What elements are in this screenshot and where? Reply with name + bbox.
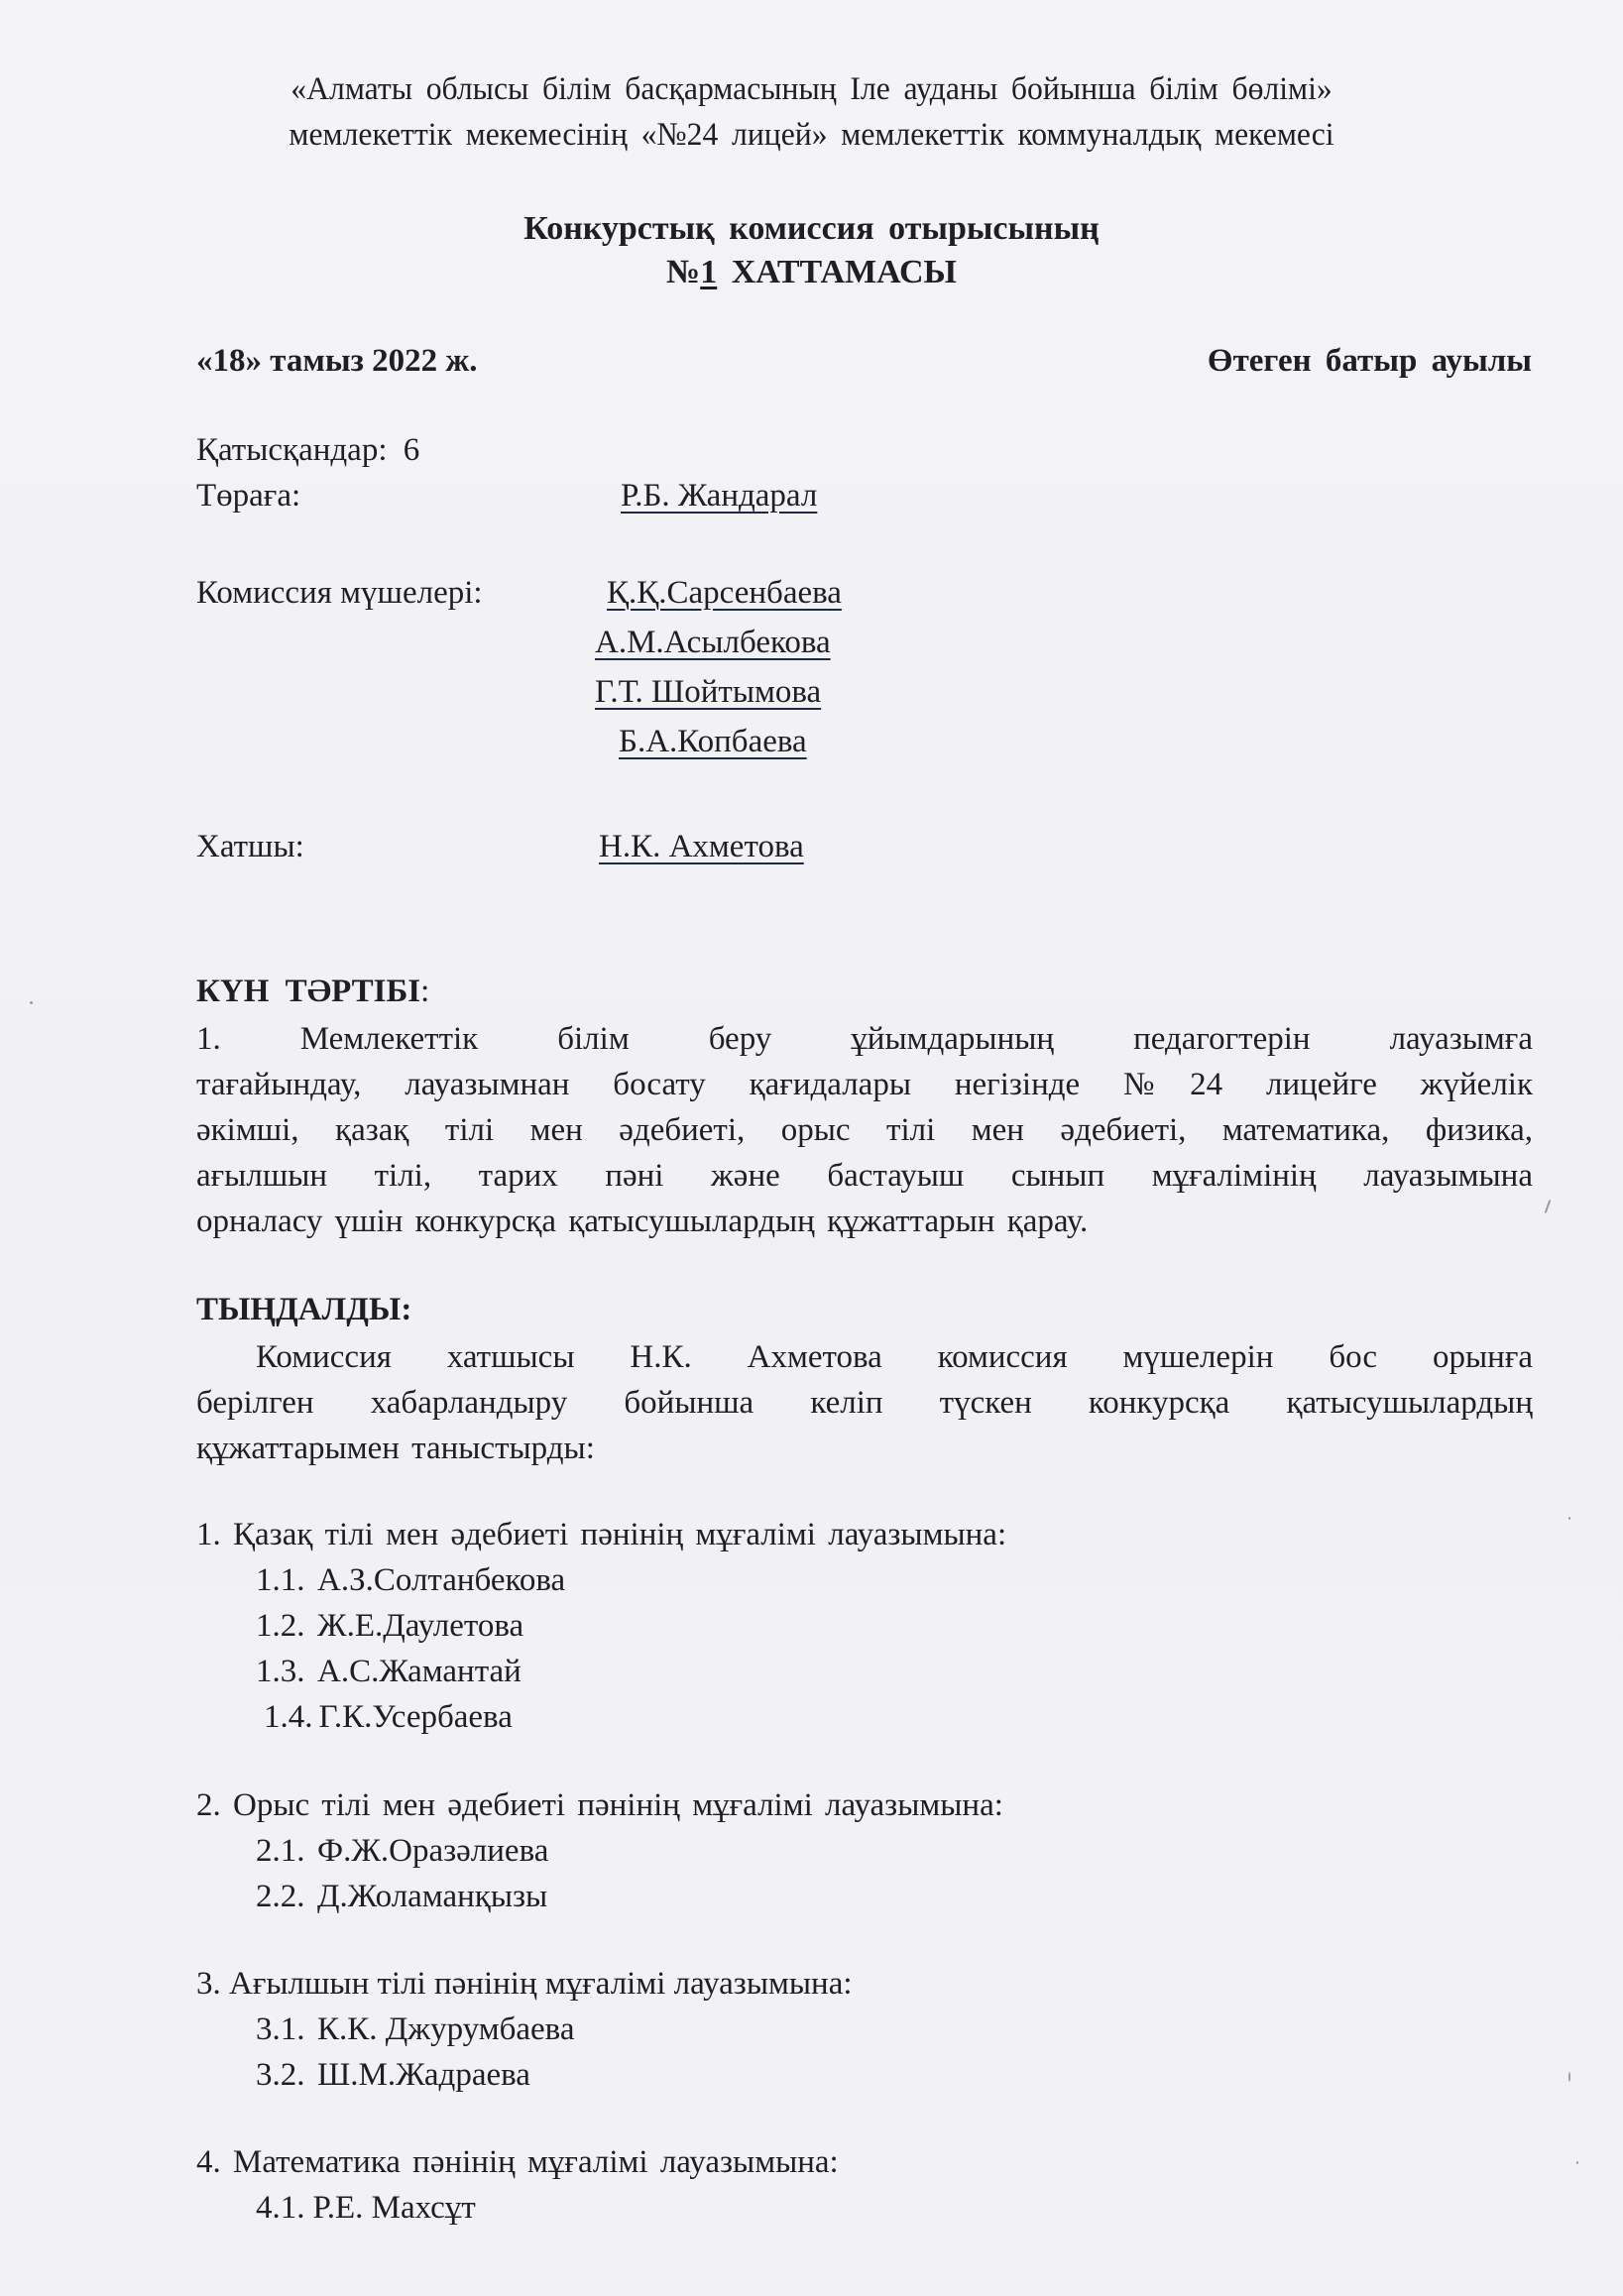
members-label: Комиссия мүшелері: <box>196 575 483 611</box>
header-line-2: мемлекеттік мекемесінің «№24 лицей» мемлекеттік коммуналдық мекемесі <box>289 117 1334 153</box>
header-line-1: «Алматы облысы білім басқармасының Іле ауданы бойынша білім бөлімі» <box>290 71 1333 107</box>
position-title: 2. Орыс тілі мен әдебиеті пәнінің мұғалімі лауазымына: <box>196 1787 1003 1823</box>
candidate-number: 3.2. <box>256 2057 305 2093</box>
candidate-item <box>256 1562 565 1599</box>
protocol-number-prefix: № <box>666 254 701 290</box>
meeting-place: Өтеген батыр ауылы <box>1207 343 1532 379</box>
candidate-number: 1.4. <box>264 1699 313 1735</box>
candidate-number: 2.1. <box>256 1833 305 1869</box>
secretary-name: Н.К. Ахметова <box>599 829 804 864</box>
protocol-number: 1 <box>700 254 718 290</box>
document-title-line-2 <box>0 254 1623 291</box>
agenda-line: әкімші, қазақ тілі мен әдебиеті, орыс тілі мен әдебиеті, математика, физика, <box>196 1112 1533 1148</box>
document-title-line-1: Конкурстық комиссия отырысының <box>523 210 1100 247</box>
candidate-name: Г.К.Усербаева <box>318 1699 513 1735</box>
agenda-heading <box>196 974 429 1010</box>
agenda-line: ағылшын тілі, тарих пәні және бастауыш сынып мұғалімінің лауазымына <box>196 1158 1533 1194</box>
candidate-item <box>264 1699 513 1736</box>
candidate-item <box>256 1879 547 1915</box>
chair-name: Р.Б. Жандарал <box>621 478 818 514</box>
scan-speck <box>1576 2161 1578 2164</box>
member-name: А.М.Асылбекова <box>595 625 831 660</box>
candidate-number: 2.2. <box>256 1879 305 1914</box>
position-title: 3. Ағылшын тілі пәнінің мұғалімі лауазымына: <box>196 1966 853 2002</box>
chair-label: Төраға: <box>196 478 301 514</box>
candidate-number: 1.3. <box>256 1654 305 1689</box>
candidate-item <box>256 1833 548 1870</box>
candidate-name: Ф.Ж.Оразәлиева <box>317 1833 549 1869</box>
meeting-date: «18» тамыз 2022 ж. <box>196 343 478 379</box>
listened-line: берілген хабарландыру бойынша келіп түскен конкурсқа қатысушылардың <box>196 1385 1533 1421</box>
candidate-item <box>256 1608 523 1645</box>
member-name: Б.А.Копбаева <box>619 724 807 759</box>
candidate-name: К.К. Джурумбаева <box>317 2011 575 2047</box>
member-name: Қ.Қ.Сарсенбаева <box>607 575 842 611</box>
scan-speck <box>1568 1517 1570 1520</box>
candidate-item <box>256 2057 530 2094</box>
candidate-name: А.З.Солтанбекова <box>317 1562 566 1598</box>
candidate-number: 4.1. <box>256 2190 305 2226</box>
protocol-title: ХАТТАМАСЫ <box>717 254 957 290</box>
candidate-number: 3.1. <box>256 2011 305 2047</box>
scan-speck <box>1568 2072 1570 2082</box>
listened-line: Комиссия хатшысы Н.К. Ахметова комиссия мүшелерін бос орынға <box>256 1339 1533 1375</box>
candidate-item <box>256 2011 574 2048</box>
position-title: 1. Қазақ тілі мен әдебиеті пәнінің мұғалімі лауазымына: <box>196 1517 1007 1552</box>
agenda-heading-colon: : <box>420 974 430 1009</box>
listened-heading: ТЫҢДАЛДЫ: <box>196 1292 412 1327</box>
candidate-name: Ж.Е.Даулетова <box>317 1608 524 1644</box>
candidate-item <box>256 1654 522 1690</box>
agenda-line: тағайындау, лауазымнан босату қағидалары негізінде №24 лицейге жүйелік <box>196 1067 1533 1102</box>
candidate-name: Ш.М.Жадраева <box>317 2057 530 2093</box>
scan-speck <box>30 1001 33 1004</box>
scan-speck <box>1545 1200 1552 1213</box>
candidate-item <box>256 2190 476 2227</box>
member-name: Г.Т. Шойтымова <box>595 674 822 710</box>
participants-count: 6 <box>403 432 420 468</box>
candidate-number: 1.1. <box>256 1562 305 1598</box>
participants <box>196 432 419 469</box>
candidate-name: Д.Жоламанқызы <box>317 1879 548 1914</box>
candidate-name: Р.Е. Махсұт <box>312 2190 476 2226</box>
listened-line: құжаттарымен таныстырды: <box>196 1431 595 1466</box>
agenda-line: орналасу үшін конкурсқа қатысушылардың құжаттарын қарау. <box>196 1204 1089 1239</box>
candidate-number: 1.2. <box>256 1608 305 1644</box>
agenda-line: 1. Мемлекеттік білім беру ұйымдарының педагогтерін лауазымға <box>196 1021 1533 1057</box>
position-title: 4. Математика пәнінің мұғалімі лауазымына: <box>196 2144 839 2180</box>
agenda-heading-text: КҮН ТӘРТІБІ <box>196 974 421 1009</box>
secretary-label: Хатшы: <box>196 829 304 864</box>
candidate-name: А.С.Жамантай <box>317 1654 522 1689</box>
participants-label: Қатысқандар: <box>196 432 388 468</box>
